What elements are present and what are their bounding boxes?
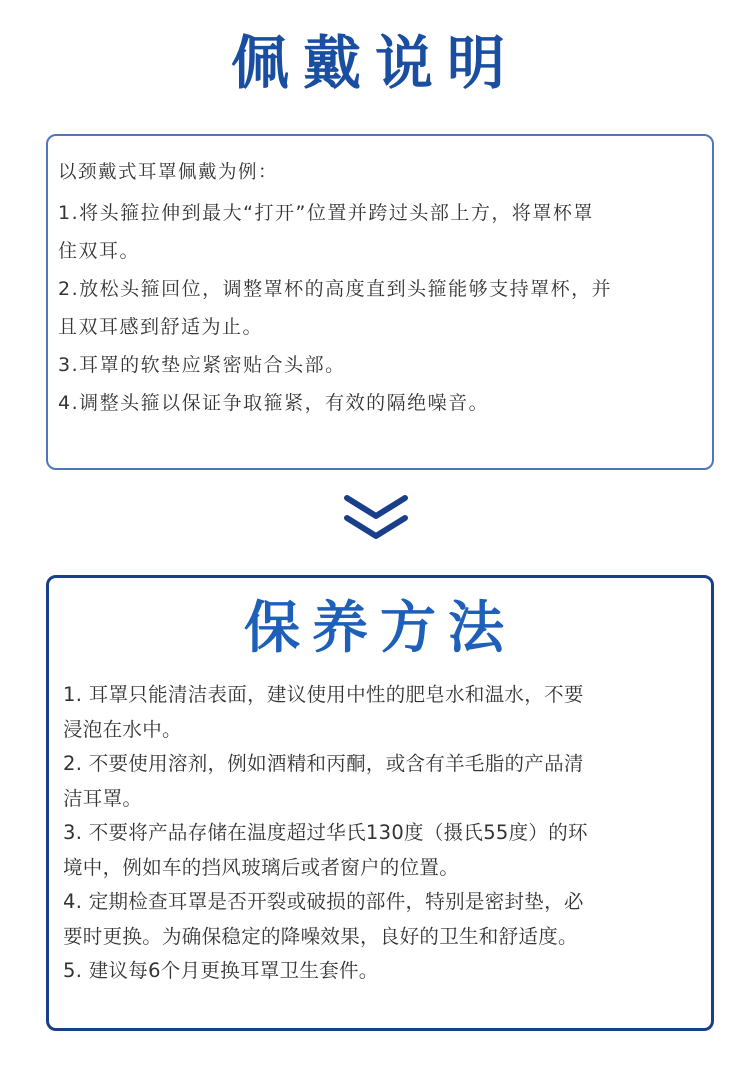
double-chevron-down-icon [343,494,409,542]
care-line: 5. 建议每6个月更换耳罩卫生套件。 [63,959,379,982]
care-line: 浸泡在水中。 [63,717,182,741]
wearing-line: 住双耳。 [58,240,141,262]
care-line: 1. 耳罩只能清洁表面，建议使用中性的肥皂水和温水，不要 [63,683,584,706]
care-instructions-box [46,575,714,1031]
care-line: 境中，例如车的挡风玻璃后或者窗户的位置。 [63,855,460,879]
care-title: 保养方法 [244,596,516,661]
wearing-instructions-box [46,134,714,470]
care-line: 要时更换。为确保稳定的降噪效果，良好的卫生和舒适度。 [63,924,578,948]
wearing-line: 且双耳感到舒适为止。 [58,316,264,338]
wearing-line: 3.耳罩的软垫应紧密贴合头部。 [58,354,346,376]
care-line: 4. 定期检查耳罩是否开裂或破损的部件，特别是密封垫，必 [63,890,584,913]
care-line: 洁耳罩。 [63,786,143,810]
care-list [63,678,703,989]
wearing-line: 4.调整头箍以保证争取箍紧，有效的隔绝噪音。 [58,392,490,414]
wearing-line: 2.放松头箍回位，调整罩杯的高度直到头箍能够支持罩杯，并 [58,278,613,300]
wearing-line: 1.将头箍拉伸到最大“打开”位置并跨过头部上方，将罩杯罩 [58,202,594,224]
care-line: 2. 不要使用溶剂，例如酒精和丙酮，或含有羊毛脂的产品清 [63,752,584,775]
care-line: 3. 不要将产品存储在温度超过华氏130度（摄氏55度）的环 [63,821,588,844]
wearing-title: 佩戴说明 [230,29,519,97]
wearing-intro: 以颈戴式耳罩佩戴为例： [58,162,279,183]
